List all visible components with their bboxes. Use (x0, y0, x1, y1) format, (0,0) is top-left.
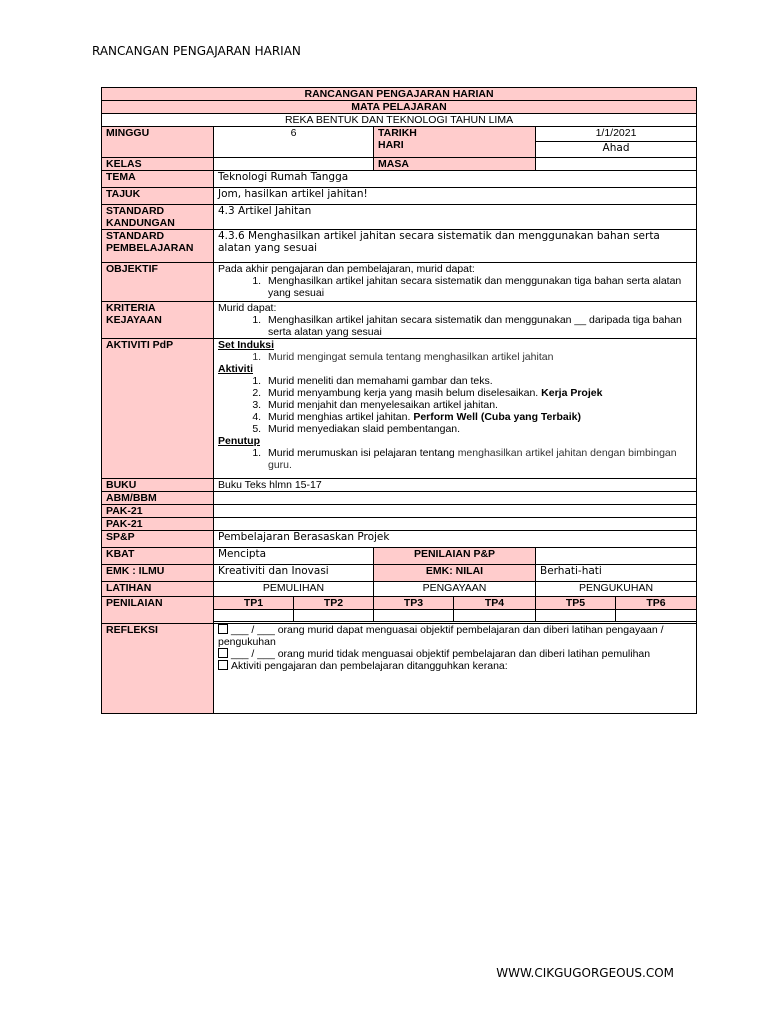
latihan-pengukuhan: PENGUKUHAN (536, 582, 697, 597)
list-item: 3. Murid menjahit dan menyelesaikan artikel jahitan. (264, 399, 692, 411)
sp-label: SP&P (102, 531, 214, 548)
list-item (264, 411, 692, 423)
kriteria-label-2: KEJAYAAN (106, 314, 162, 326)
kriteria-intro: Murid dapat: (218, 302, 277, 314)
penilaian-pp-value (536, 548, 697, 565)
kbat-value: Mencipta (214, 548, 374, 565)
standard-pembelajaran-label-1: STANDARD (106, 230, 165, 242)
act2-text: Murid menyambung kerja yang masih belum diselesaikan. (268, 387, 539, 399)
tema-value: Teknologi Rumah Tangga (214, 171, 697, 188)
tp4-value (454, 610, 536, 622)
lesson-plan-table (101, 87, 697, 714)
tp1-header: TP1 (214, 597, 294, 610)
act4-bold: Perform Well (Cuba yang Terbaik) (413, 411, 581, 423)
hari-label: HARI (378, 139, 404, 151)
tp3-value (374, 610, 454, 622)
minggu-label: MINGGU (102, 127, 214, 158)
penilaian-label: PENILAIAN (102, 597, 214, 624)
list-item: 1. Murid mengingat semula tentang menghasilkan artikel jahitan (264, 351, 692, 363)
penilaian-pp-label: PENILAIAN P&P (374, 548, 536, 565)
induksi-list (218, 351, 692, 363)
kelas-value (214, 158, 374, 171)
refleksi-line-3-text: Aktiviti pengajaran dan pembelajaran ditangguhkan kerana: (231, 660, 508, 672)
checkbox-icon[interactable] (218, 660, 228, 670)
tp5-value (536, 610, 616, 622)
standard-pembelajaran-label-2: PEMBELAJARAN (106, 242, 194, 254)
objektif-list (218, 275, 692, 299)
minggu-value: 6 (214, 127, 374, 158)
aktiviti-value (214, 339, 697, 479)
penutup-text-rest: menghasilkan artikel jahitan dengan bimbingan guru. (268, 447, 677, 471)
aktiviti-label: AKTIVITI PdP (102, 339, 214, 479)
refleksi-line-3 (218, 660, 692, 672)
kelas-label: KELAS (102, 158, 214, 171)
tajuk-value: Jom, hasilkan artikel jahitan! (214, 188, 697, 205)
tp4-header: TP4 (454, 597, 536, 610)
refleksi-label: REFLEKSI (102, 624, 214, 714)
pak21-value-2 (214, 518, 697, 531)
kriteria-value (214, 302, 697, 339)
latihan-pemulihan: PEMULIHAN (214, 582, 374, 597)
buku-label: BUKU (102, 479, 214, 492)
standard-kandungan-label-1: STANDARD (106, 205, 165, 217)
act4-text: Murid menghias artikel jahitan. (268, 411, 411, 423)
pak21-value-1 (214, 505, 697, 518)
refleksi-line-1 (218, 624, 692, 648)
emk-ilmu-label: EMK : ILMU (102, 565, 214, 582)
tarikh-hari-label (374, 127, 536, 158)
tema-label: TEMA (102, 171, 214, 188)
checkbox-icon[interactable] (218, 624, 228, 634)
tp2-value (294, 610, 374, 622)
standard-kandungan-value: 4.3 Artikel Jahitan (214, 205, 697, 230)
sp-value: Pembelajaran Berasaskan Projek (214, 531, 697, 548)
list-item: 1. Murid meneliti dan memahami gambar dan teks. (264, 375, 692, 387)
page-header: RANCANGAN PENGAJARAN HARIAN (92, 44, 301, 58)
tp1-value (214, 610, 294, 622)
list-item (264, 447, 692, 471)
refleksi-line-2-text: ___ / ___ orang murid tidak menguasai objektif pembelajaran dan diberi latihan pemulihan (231, 648, 651, 660)
objektif-intro: Pada akhir pengajaran dan pembelajaran, murid dapat: (218, 263, 475, 275)
emk-nilai-value: Berhati-hati (536, 565, 697, 582)
list-item: 1. Menghasilkan artikel jahitan secara sistematik dan menggunakan __ daripada tiga bahan serta alatan yang sesuai (264, 314, 692, 338)
kriteria-label-1: KRITERIA (106, 302, 156, 314)
checkbox-icon[interactable] (218, 648, 228, 658)
latihan-label: LATIHAN (102, 582, 214, 597)
pak21-label-1: PAK-21 (102, 505, 214, 518)
masa-label: MASA (374, 158, 536, 171)
standard-kandungan-label (102, 205, 214, 230)
list-item: 1. Menghasilkan artikel jahitan secara sistematik dan menggunakan tiga bahan serta alatan yang sesuai (264, 275, 692, 299)
aktiviti-list (218, 375, 692, 435)
tp3-header: TP3 (374, 597, 454, 610)
buku-value: Buku Teks hlmn 15-17 (214, 479, 697, 492)
table-title: RANCANGAN PENGAJARAN HARIAN (102, 88, 697, 101)
penutup-list (218, 447, 692, 471)
objektif-value (214, 263, 697, 302)
subject-value: REKA BENTUK DAN TEKNOLOGI TAHUN LIMA (102, 114, 697, 127)
tp6-value (616, 610, 697, 622)
tp6-header: TP6 (616, 597, 697, 610)
standard-kandungan-label-2: KANDUNGAN (106, 217, 175, 229)
tp2-header: TP2 (294, 597, 374, 610)
latihan-pengayaan: PENGAYAAN (374, 582, 536, 597)
standard-pembelajaran-label (102, 230, 214, 263)
tajuk-label: TAJUK (102, 188, 214, 205)
tarikh-label: TARIKH (378, 127, 417, 139)
tarikh-value: 1/1/2021 (536, 127, 697, 142)
kriteria-list (218, 314, 692, 338)
standard-pembelajaran-value: 4.3.6 Menghasilkan artikel jahitan secara sistematik dan menggunakan bahan serta alatan yang sesuai (214, 230, 697, 263)
page-footer: WWW.CIKGUGORGEOUS.COM (496, 966, 674, 980)
refleksi-value (214, 624, 697, 714)
mata-pelajaran-label: MATA PELAJARAN (102, 101, 697, 114)
penutup-heading: Penutup (218, 435, 260, 447)
refleksi-line-2 (218, 648, 692, 660)
tp5-header: TP5 (536, 597, 616, 610)
set-induksi-heading: Set Induksi (218, 339, 275, 351)
masa-value (536, 158, 697, 171)
emk-ilmu-value: Kreativiti dan Inovasi (214, 565, 374, 582)
aktiviti-heading: Aktiviti (218, 363, 254, 375)
abm-label: ABM/BBM (102, 492, 214, 505)
emk-nilai-label: EMK: NILAI (374, 565, 536, 582)
hari-value: Ahad (536, 142, 697, 158)
act2-bold: Kerja Projek (541, 387, 603, 399)
refleksi-line-1-text: ___ / ___ orang murid dapat menguasai objektif pembelajaran dan diberi latihan pengayaan / pengukuhan (218, 624, 664, 648)
objektif-label: OBJEKTIF (102, 263, 214, 302)
pak21-label-2: PAK-21 (102, 518, 214, 531)
kbat-label: KBAT (102, 548, 214, 565)
penutup-text: Murid merumuskan isi pelajaran tentang (268, 447, 455, 459)
list-item (264, 387, 692, 399)
kriteria-label (102, 302, 214, 339)
list-item: 5. Murid menyediakan slaid pembentangan. (264, 423, 692, 435)
abm-value (214, 492, 697, 505)
